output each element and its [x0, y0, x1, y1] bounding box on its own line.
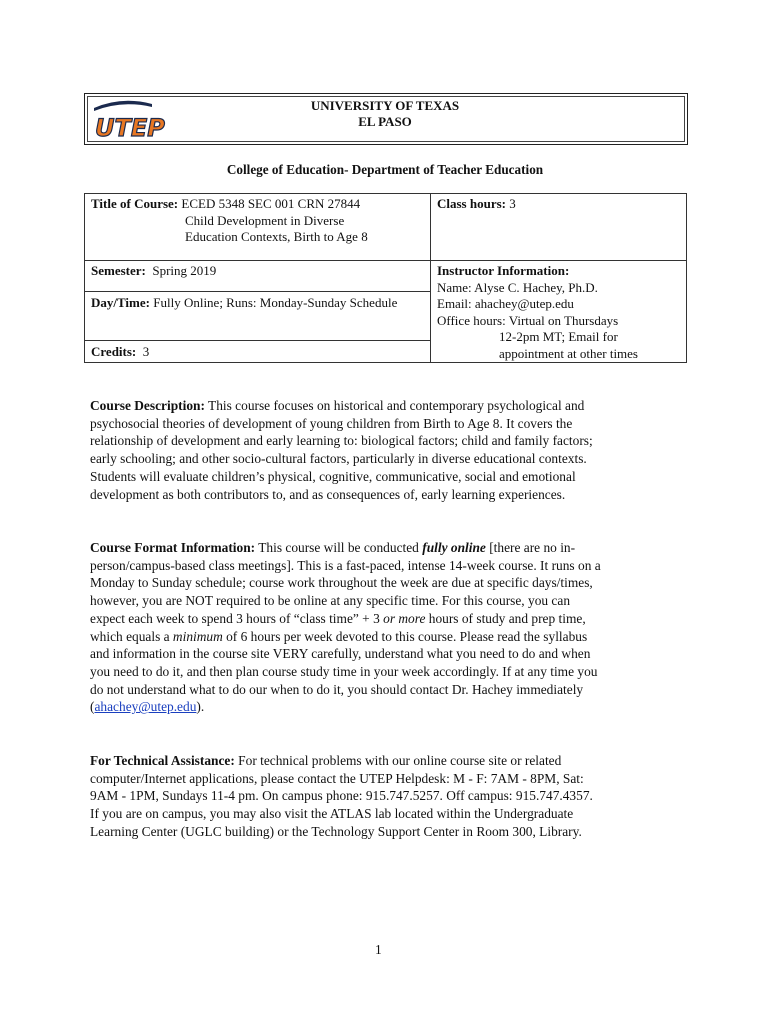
course-description: Course Description: This course focuses on historical and contemporary psychological and psychosocial theories of development of young children from Birth to Age 8. It covers the relationship of development and early learning to: biological factors; child and family factors; early schooling; and other socio-cultural factors, particularly in diverse educational contexts. Students will evaluate children’s physical, cognitive, communicative, social and emotional development as both contributors to, and as consequences of, early learning experiences. — [90, 398, 593, 502]
course-format-label: Course Format Information: — [90, 540, 256, 555]
credits-value: 3 — [142, 343, 150, 359]
instructor-email: Email: ahachey@utep.edu — [437, 296, 574, 311]
class-hours-value: 3 — [509, 196, 516, 211]
office-hours-line-3: appointment at other times — [499, 345, 638, 361]
semester-value: Spring 2019 — [152, 263, 217, 278]
technical-assistance-label: For Technical Assistance: — [90, 753, 235, 768]
course-info-table — [84, 193, 687, 363]
title-line-2: Child Development in Diverse — [185, 212, 345, 228]
email-link[interactable]: ahachey@utep.edu — [94, 699, 197, 715]
university-line-2: EL PASO — [358, 114, 412, 129]
instructor-name: Name: Alyse C. Hachey, Ph.D. — [437, 279, 598, 295]
office-hours-line-1: Office hours: Virtual on Thursdays — [437, 312, 619, 328]
semester-label: Semester: — [91, 263, 146, 278]
utep-logo — [92, 98, 165, 142]
daytime-label: Day/Time: — [91, 295, 150, 311]
class-hours-label: Class hours: — [437, 196, 506, 211]
semester-cell — [85, 261, 431, 292]
college-department: College of Education- Department of Teacher Education — [226, 162, 544, 177]
daytime-cell — [85, 292, 431, 340]
technical-assistance: For Technical Assistance: For technical problems with our online course site or related computer/Internet applications, please contact the UTEP Helpdesk: M - F: 7AM - 8PM, Sat: 9AM - 1PM, Sundays 11-4 pm. On campus phone: 915.747.5257. Off campus: 915.747.4357. If you are on campus, you may also visit the ATLAS lab located within the Undergraduate Learning Center (UGLC building) or the Technology Support Center in Room 300, Library. — [90, 753, 593, 839]
office-hours-line-2: 12-2pm MT; Email for — [499, 329, 618, 344]
title-line-1: ECED 5348 SEC 001 CRN 27844 — [181, 196, 361, 211]
university-line-1: UNIVERSITY OF TEXAS — [310, 98, 460, 113]
course-description-label: Course Description: — [90, 398, 205, 413]
credits-cell — [85, 340, 431, 362]
class-hours-cell — [431, 194, 687, 261]
title-cell — [85, 194, 431, 261]
logo-text: UTEP — [95, 114, 165, 142]
course-format: Course Format Information: This course will be conducted fully online [there are no in- person/campus-based class meetings]. This is a fast-paced, intense 14-week course. It runs on a Monday to Sunday schedule; course work throughout the week are due at specific days/times, however, you are NOT required to be online at any specific time. For this course, you can expect each week to spend 3 hours of “class time” + 3 or more hours of study and prep time, which equals a minimum of 6 hours per week devoted to this course. Please read the syllabus and information in the course site VERY carefully, understand what you need to do and when you need to do it, and then plan course study time in your week accordingly. If at any time you do not understand what to do our when to do it, you should contact Dr. Hachey immediately (ahachey@utep.edu). — [90, 540, 601, 715]
title-line-3: Education Contexts, Birth to Age 8 — [185, 229, 368, 244]
instructor-cell — [431, 261, 687, 363]
credits-label: Credits: — [91, 343, 137, 359]
title-label: Title of Course: — [91, 196, 179, 211]
instructor-label: Instructor Information: — [437, 263, 570, 278]
page-number: 1 — [375, 942, 382, 957]
daytime-value: Fully Online; Runs: Monday-Sunday Schedule — [153, 295, 398, 311]
